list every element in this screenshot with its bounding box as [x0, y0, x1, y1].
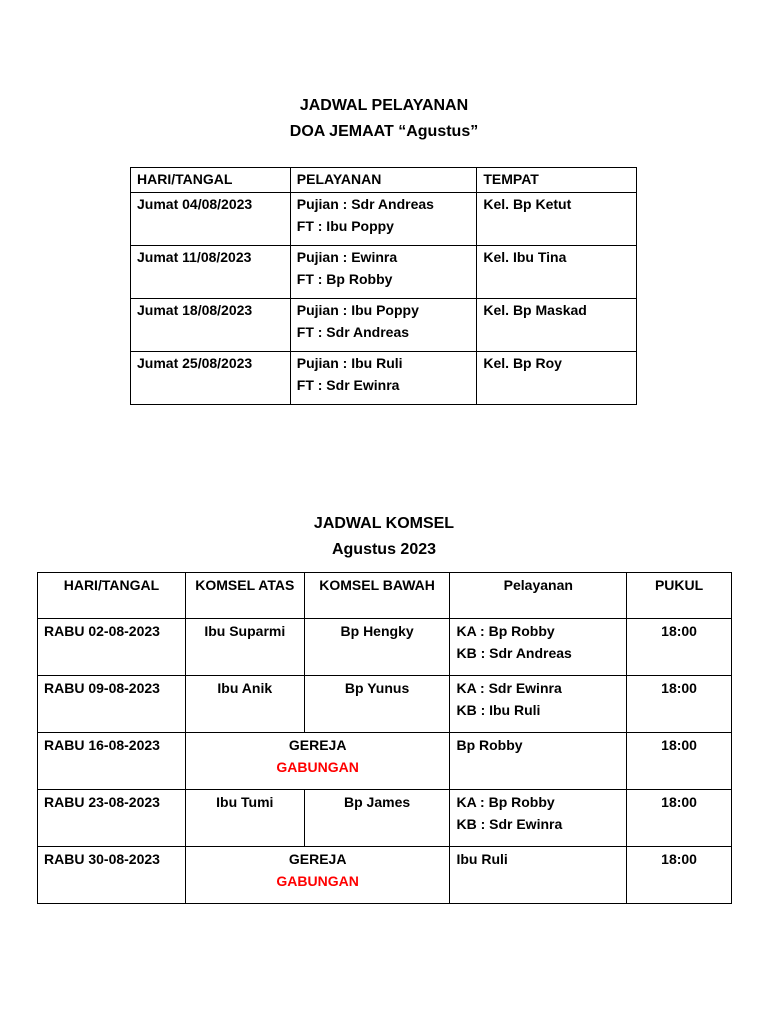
service-cell [291, 246, 477, 290]
place-cell: Kel. Ibu Tina [483, 249, 567, 265]
time-cell: 18:00 [661, 851, 697, 867]
header-pelayanan: PELAYANAN [296, 171, 382, 187]
service-line: FT : Bp Robby [296, 271, 393, 287]
place-cell: Kel. Bp Maskad [483, 302, 587, 318]
service-line: KA : Sdr Ewinra [456, 680, 562, 696]
place-cell: Kel. Bp Roy [483, 355, 562, 371]
komsel-atas-cell: Ibu Anik [217, 680, 273, 696]
service-line: KB : Sdr Andreas [456, 645, 572, 661]
komsel-bawah-cell: Bp Yunus [344, 680, 410, 696]
service-cell [450, 733, 626, 756]
gabungan-label: GABUNGAN [276, 759, 359, 775]
table-row [38, 847, 732, 904]
header-hari-tangal: HARI/TANGAL [63, 577, 160, 593]
date-cell: RABU 02-08-2023 [44, 623, 160, 639]
komsel-bawah-cell: Bp James [344, 794, 411, 810]
merged-line: GEREJA [288, 737, 347, 753]
header-hari-tangal: HARI/TANGAL [137, 171, 233, 187]
header-komsel-atas: KOMSEL ATAS [195, 577, 295, 593]
service-line: KA : Bp Robby [456, 623, 555, 639]
header-pelayanan: Pelayanan [503, 577, 573, 593]
table-row [38, 790, 732, 847]
komsel-bawah-cell: Bp Hengky [340, 623, 414, 639]
service-cell [291, 299, 477, 343]
time-cell: 18:00 [661, 623, 697, 639]
service-line: Pujian : Ewinra [296, 249, 398, 265]
service-line: Pujian : Ibu Poppy [296, 302, 419, 318]
date-cell: Jumat 18/08/2023 [137, 302, 253, 318]
table-row [38, 619, 732, 676]
table-row [131, 352, 637, 405]
service-line: FT : Sdr Ewinra [296, 377, 400, 393]
komsel-atas-cell: Ibu Suparmi [204, 623, 286, 639]
time-cell: 18:00 [661, 680, 697, 696]
table-row [38, 676, 732, 733]
merged-komsel-cell [186, 847, 450, 892]
merged-line: GEREJA [288, 851, 347, 867]
komsel-title-line2: Agustus 2023 [331, 541, 437, 558]
service-line: FT : Sdr Andreas [296, 324, 410, 340]
table-row [38, 733, 732, 790]
service-line: Ibu Ruli [456, 851, 508, 867]
date-cell: Jumat 04/08/2023 [137, 196, 253, 212]
header-komsel-bawah: KOMSEL BAWAH [319, 577, 435, 593]
table-row [131, 193, 637, 246]
komsel-atas-cell: Ibu Tumi [216, 794, 274, 810]
service-cell [450, 619, 626, 664]
header-tempat: TEMPAT [483, 171, 539, 187]
date-cell: Jumat 25/08/2023 [137, 355, 253, 371]
place-cell: Kel. Bp Ketut [483, 196, 572, 212]
table-header-row [38, 573, 732, 619]
service-line: KB : Sdr Ewinra [456, 816, 563, 832]
service-line: FT : Ibu Poppy [296, 218, 394, 234]
service-line: Pujian : Ibu Ruli [296, 355, 403, 371]
doa-jemaat-table [130, 167, 637, 405]
komsel-title-line1: JADWAL KOMSEL [313, 515, 455, 532]
merged-komsel-cell [186, 733, 450, 778]
date-cell: RABU 09-08-2023 [44, 680, 160, 696]
service-line: Bp Robby [456, 737, 523, 753]
time-cell: 18:00 [661, 737, 697, 753]
service-line: Pujian : Sdr Andreas [296, 196, 434, 212]
table-header-row [131, 168, 637, 193]
table-row [131, 299, 637, 352]
service-cell [450, 790, 626, 835]
doa-title-line2: DOA JEMAAT “Agustus” [289, 123, 479, 140]
date-cell: Jumat 11/08/2023 [137, 249, 252, 265]
service-line: KA : Bp Robby [456, 794, 555, 810]
service-cell [291, 193, 477, 237]
date-cell: RABU 30-08-2023 [44, 851, 160, 867]
service-line: KB : Ibu Ruli [456, 702, 541, 718]
time-cell: 18:00 [661, 794, 697, 810]
date-cell: RABU 23-08-2023 [44, 794, 160, 810]
table-row [131, 246, 637, 299]
service-cell [450, 676, 626, 721]
gabungan-label: GABUNGAN [276, 873, 359, 889]
date-cell: RABU 16-08-2023 [44, 737, 160, 753]
service-cell [450, 847, 626, 870]
header-pukul: PUKUL [654, 577, 704, 593]
service-cell [291, 352, 477, 396]
doa-title-line1: JADWAL PELAYANAN [299, 97, 469, 114]
komsel-table [37, 572, 732, 904]
